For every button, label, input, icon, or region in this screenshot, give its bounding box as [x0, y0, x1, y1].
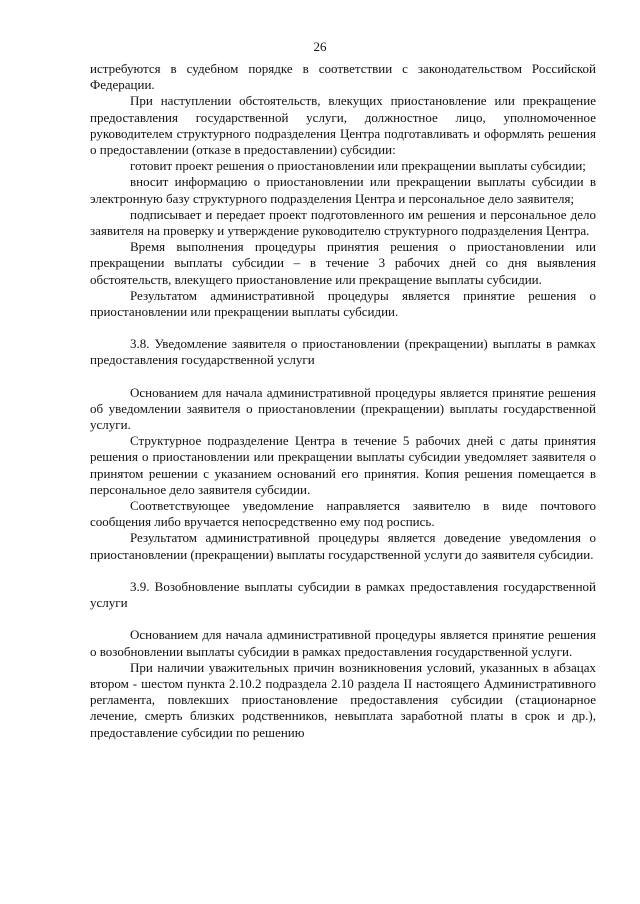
document-body: [90, 61, 596, 741]
paragraph: Результатом административной процедуры является принятие решения о приостановлении или прекращении выплаты субсидии.: [90, 287, 596, 320]
paragraph: Основанием для начала административной процедуры является принятие решения о возобновлении выплаты субсидии в рамках предоставления государственной услуги.: [90, 627, 596, 659]
section-heading-3-8: 3.8. Уведомление заявителя о приостановлении (прекращении) выплаты в рамках предоставления государственной услуги: [90, 336, 596, 368]
paragraph: подписывает и передает проект подготовленного им решения и персональное дело заявителя на проверку и утверждение руководителю структурного подразделения Центра.: [90, 206, 596, 239]
paragraph: При наступлении обстоятельств, влекущих приостановление или прекращение предоставления государственной услуги, должностное лицо, уполномоченное руководителем структурного подразделения Центра подготавливать и оформлять решения о предоставлении (отказе в предоставлении) субсидии:: [90, 93, 596, 158]
paragraph: При наличии уважительных причин возникновения условий, указанных в абзацах втором - шестом пункта 2.10.2 подраздела 2.10 раздела II настоящего Административного регламента, повлекших приостановление предоставления субсидии (стационарное лечение, смерть близких родственников, невыплата заработной платы в срок и др.), предоставление субсидии по решению: [90, 659, 596, 740]
paragraph: вносит информацию о приостановлении или прекращении выплаты субсидии в электронную базу структурного подразделения Центра и персональное дело заявителя;: [90, 174, 596, 206]
paragraph: Результатом административной процедуры является доведение уведомления о приостановлении (прекращении) выплаты государственной услуги до заявителя субсидии.: [90, 530, 596, 562]
paragraph: Основанием для начала административной процедуры является принятие решения об уведомлении заявителя о приостановлении (прекращении) выплаты государственной услуги.: [90, 384, 596, 433]
paragraph: истребуются в судебном порядке в соответствии с законодательством Российской Федерации.: [90, 61, 596, 93]
page-number: 26: [313, 39, 327, 54]
paragraph: готовит проект решения о приостановлении или прекращении выплаты субсидии;: [130, 158, 586, 174]
paragraph: Соответствующее уведомление направляется заявителю в виде почтового сообщения либо вручается непосредственно ему под роспись.: [90, 498, 596, 530]
paragraph: Структурное подразделение Центра в течение 5 рабочих дней с даты принятия решения о приостановлении или прекращении выплаты субсидии уведомляет заявителя о принятом решении с указанием оснований его принятия. Копия решения помещается в персональное дело заявителя субсидии.: [90, 433, 596, 497]
paragraph: Время выполнения процедуры принятия решения о приостановлении или прекращении выплаты субсидии – в течение 3 рабочих дней со дня выявления обстоятельств, влекущего приостановление или прекращение выплаты субсидии.: [90, 239, 596, 287]
section-heading-3-9: 3.9. Возобновление выплаты субсидии в рамках предоставления государственной услуги: [90, 578, 596, 611]
